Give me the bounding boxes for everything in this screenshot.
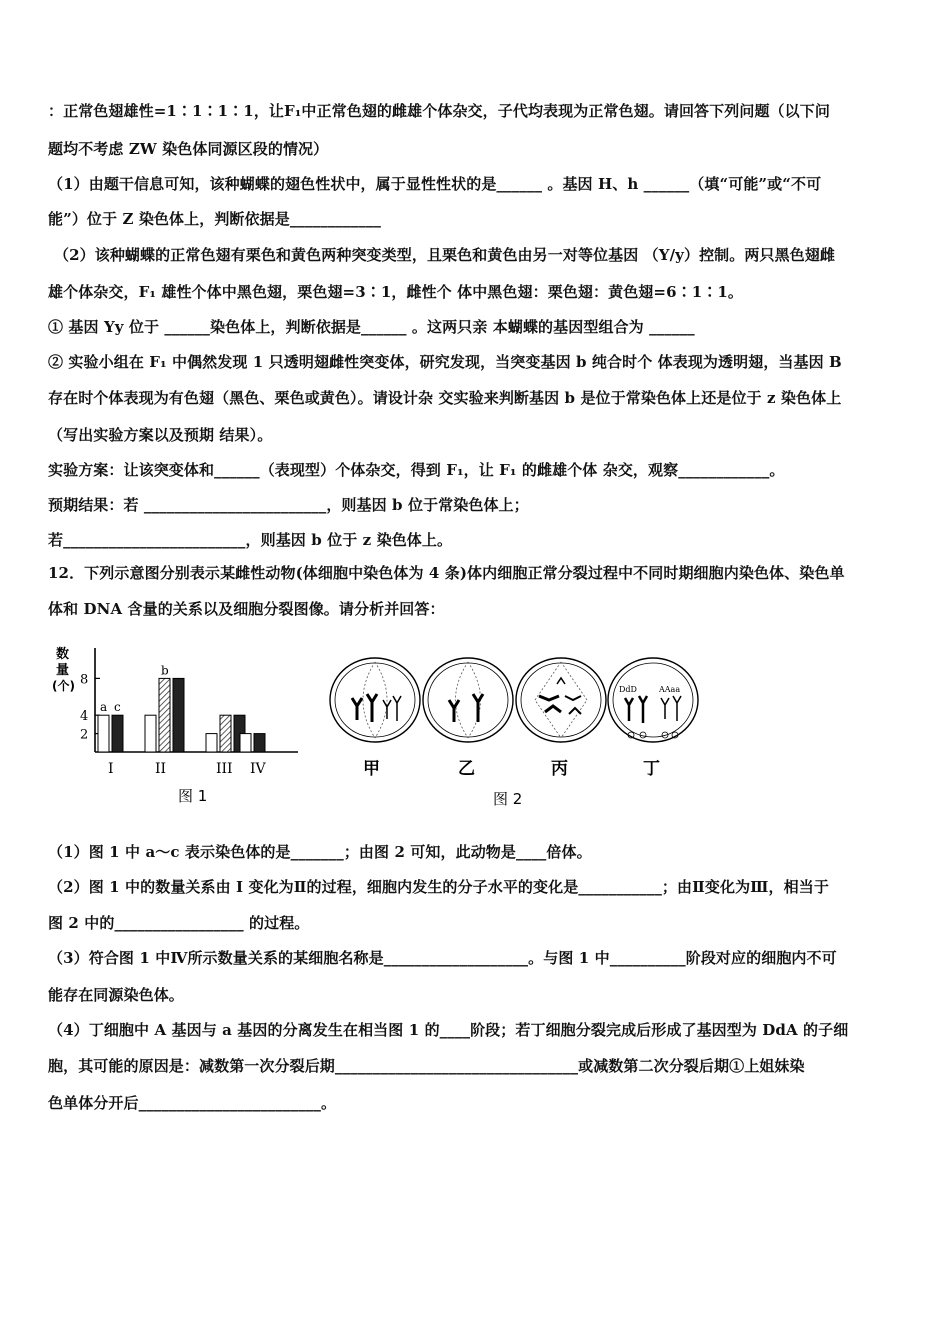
y-axis-label-char: 数: [56, 647, 70, 662]
text-line: 实验方案：让该突变体和______（表现型）个体杂交，得到 F₁，让 F₁ 的雌雄个体 杂交，观察____________。: [48, 461, 785, 479]
text-line: 雄个体杂交，F₁ 雄性个体中黑色翅，栗色翅=3∶1，雌性个 体中黑色翅：栗色翅：黄色翅=6∶1∶1。: [48, 283, 743, 301]
text-line: （1）由题干信息可知，该种蝴蝶的翅色性状中，属于显性性状的是______ 。基因 H、h ______（填“可能”或“不可: [48, 175, 822, 193]
text-line: 12．下列示意图分别表示某雌性动物(体细胞中染色体为 4 条)体内细胞正常分裂过程中不同时期细胞内染色体、染色单: [48, 564, 845, 582]
cell-jia: [330, 658, 420, 742]
bar-c-II: [173, 678, 184, 752]
y-tick-label: 8: [80, 672, 89, 688]
gene-label-a: AAaa: [659, 685, 681, 694]
bar-a-IV: [240, 734, 251, 752]
cell-label-jia: 甲: [363, 759, 380, 779]
figure-2-cell-division: [325, 640, 705, 815]
text-line: 预期结果：若 ________________________，则基因 b 位于常染色体上；: [48, 496, 529, 514]
text-line: ：正常色翅雄性=1∶1∶1∶1，让F₁中正常色翅的雌雄个体杂交，子代均表现为正常色翅。请回答下列问题（以下问: [48, 102, 830, 120]
y-tick-label: 2: [80, 727, 89, 743]
text-line: ② 实验小组在 F₁ 中偶然发现 1 只透明翅雌性突变体，研究发现，当突变基因 b 纯合时个 体表现为透明翅，当基因 B: [48, 353, 842, 371]
text-line: （4）丁细胞中 A 基因与 a 基因的分离发生在相当图 1 的____阶段；若丁细胞分裂完成后形成了基因型为 DdA 的子细: [48, 1021, 849, 1039]
text-line: 若________________________，则基因 b 位于 z 染色体上。: [48, 531, 453, 549]
text-line: （2）图 1 中的数量关系由 I 变化为Ⅱ的过程，细胞内发生的分子水平的变化是___________；由Ⅱ变化为Ⅲ，相当于: [48, 878, 829, 896]
cell-bing: [516, 658, 606, 742]
cell-label-yi: 乙: [458, 759, 475, 779]
text-line: 能”）位于 Z 染色体上，判断依据是____________: [48, 210, 382, 228]
cell-ding: [608, 658, 698, 742]
bar-c-I: [112, 715, 123, 752]
text-line: 能存在同源染色体。: [48, 986, 184, 1004]
text-line: 存在时个体表现为有色翅（黑色、栗色或黄色）。请设计杂 交实验来判断基因 b 是位于常染色体上还是位于 z 染色体上: [48, 389, 842, 407]
figure-1-caption: 图 1: [178, 787, 208, 805]
cell-yi: [423, 658, 513, 742]
y-tick-label: 4: [80, 709, 89, 725]
text-line: 体和 DNA 含量的关系以及细胞分裂图像。请分析并回答：: [48, 600, 445, 618]
text-line: 图 2 中的_________________ 的过程。: [48, 914, 310, 932]
figure-1-bar-chart: [50, 640, 310, 815]
bar-b-II: [159, 678, 170, 752]
x-category-label: III: [216, 761, 233, 777]
text-line: 胞，其可能的原因是：减数第一次分裂后期________________________________或减数第二次分裂后期①上姐妹染: [48, 1057, 805, 1075]
gene-label-d: DdD: [619, 685, 637, 694]
text-line: （2）该种蝴蝶的正常色翅有栗色和黄色两种突变类型，且栗色和黄色由另一对等位基因 （Y/y）控制。两只黑色翅雌: [54, 246, 835, 264]
text-line: 题均不考虑 ZW 染色体同源区段的情况）: [48, 140, 329, 158]
y-axis-label-char: 量: [56, 663, 70, 678]
text-line: 色单体分开后________________________。: [48, 1094, 337, 1112]
bar-series-label: c: [114, 700, 121, 715]
bar-series-label: b: [161, 663, 169, 678]
text-line: ① 基因 Yy 位于 ______染色体上，判断依据是______ 。这两只亲 本蝴蝶的基因型组合为 ______: [48, 318, 695, 336]
text-line: （1）图 1 中 a～c 表示染色体的是_______；由图 2 可知，此动物是____倍体。: [48, 843, 592, 861]
text-line: （写出实验方案以及预期 结果）。: [48, 426, 273, 444]
bar-a-II: [145, 715, 156, 752]
bar-a-III: [206, 734, 217, 752]
bar-c-IV: [254, 734, 265, 752]
text-line: （3）符合图 1 中Ⅳ所示数量关系的某细胞名称是___________________。与图 1 中__________阶段对应的细胞内不可: [48, 949, 837, 967]
cell-label-bing: 丙: [551, 759, 568, 779]
x-category-label: IV: [250, 761, 266, 777]
y-axis-label-char: (个): [52, 679, 75, 693]
cell-label-ding: 丁: [643, 759, 660, 779]
bar-series-label: a: [100, 700, 108, 715]
x-category-label: I: [108, 761, 114, 777]
x-category-label: II: [155, 761, 167, 777]
bar-b-III: [220, 715, 231, 752]
bar-a-I: [98, 715, 109, 752]
figure-2-caption: 图 2: [493, 790, 523, 808]
